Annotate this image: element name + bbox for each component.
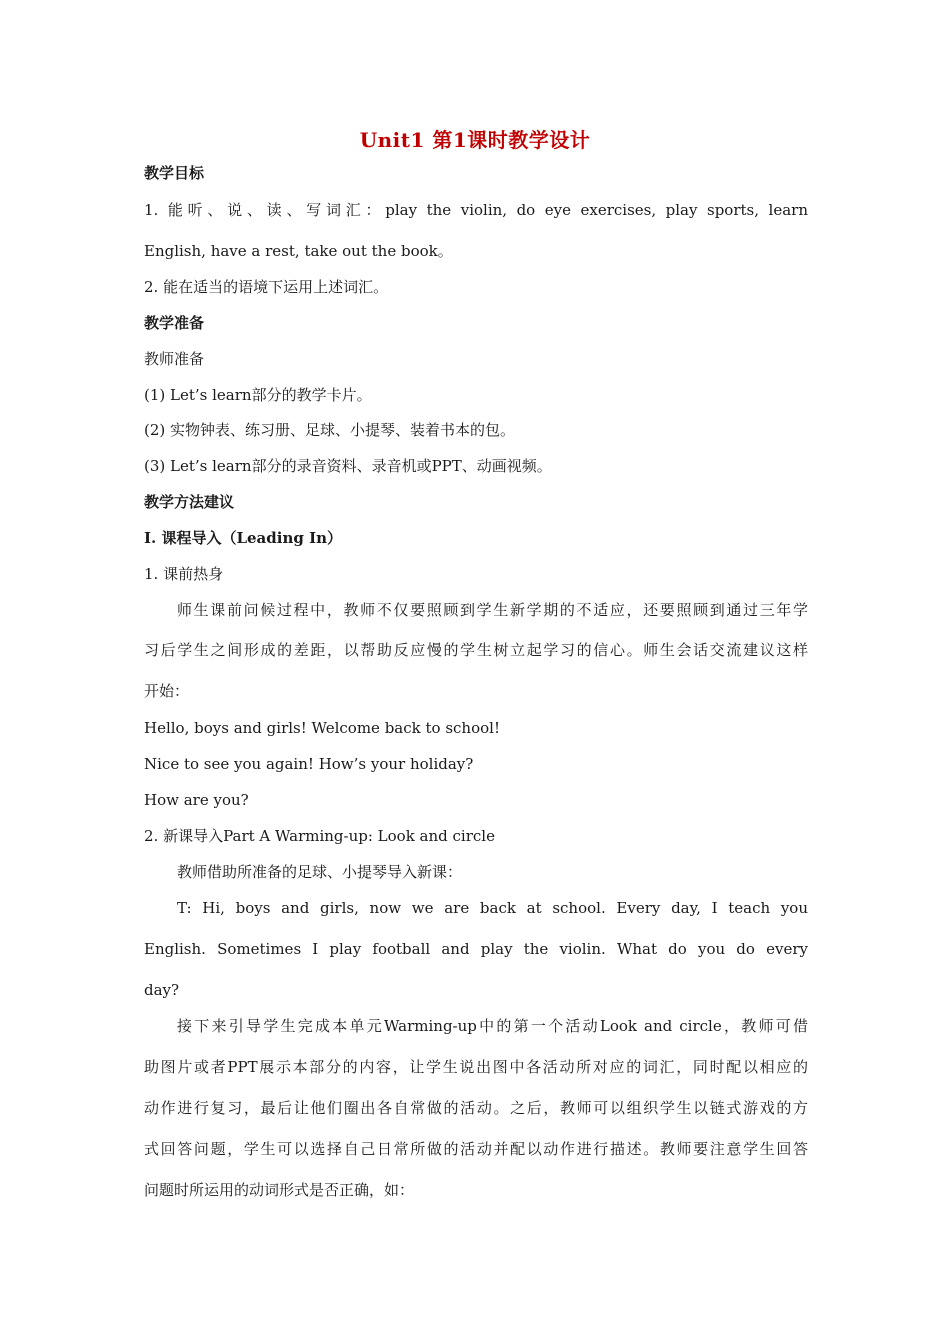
- prep-heading: 教学准备: [144, 314, 205, 332]
- para2: 教师借助所准备的足球、小提琴导入新课：: [177, 863, 463, 881]
- new-lesson-title: 2. 新课导入Part A Warming-up: Look and circle: [144, 827, 495, 845]
- para1-line-3: 开始：: [144, 682, 190, 700]
- greeting-3: How are you?: [144, 791, 249, 809]
- para3-line-3: 动作进行复习，最后让他们圈出各自常做的活动。之后，教师可以组织学生以链式游戏的方: [144, 1099, 808, 1117]
- goal-1-line-2: English, have a rest, take out the book。: [144, 242, 453, 260]
- warmup-title: 1. 课前热身: [144, 565, 224, 583]
- teacher-line-3: day?: [144, 981, 180, 999]
- teacher-line-2: English. Sometimes I play football and play the violin. What do you do every: [144, 940, 808, 958]
- document-title: Unit1 第1课时教学设计: [359, 128, 591, 152]
- greeting-2: Nice to see you again! How’s your holiday?: [144, 755, 474, 773]
- leading-in-heading: I. 课程导入（Leading In）: [144, 529, 342, 547]
- greeting-1: Hello, boys and girls! Welcome back to school!: [144, 719, 500, 737]
- para3-line-2: 助图片或者PPT展示本部分的内容，让学生说出图中各活动所对应的词汇，同时配以相应的: [144, 1058, 808, 1076]
- para1-line-1: 师生课前问候过程中，教师不仅要照顾到学生新学期的不适应，还要照顾到通过三年学: [177, 601, 808, 619]
- para1-line-2: 习后学生之间形成的差距，以帮助反应慢的学生树立起学习的信心。师生会话交流建议这样: [144, 641, 808, 659]
- para3-line-5: 问题时所运用的动词形式是否正确，如：: [144, 1181, 415, 1199]
- prep-item-3: (3) Let’s learn部分的录音资料、录音机或PPT、动画视频。: [144, 457, 552, 475]
- teacher-line-1: T: Hi, boys and girls, now we are back at school. Every day, I teach you: [177, 899, 808, 917]
- goal-2: 2. 能在适当的语境下运用上述词汇。: [144, 278, 389, 296]
- prep-item-1: (1) Let’s learn部分的教学卡片。: [144, 386, 372, 404]
- prep-teacher: 教师准备: [144, 350, 205, 368]
- prep-item-2: (2) 实物钟表、练习册、足球、小提琴、装着书本的包。: [144, 421, 516, 439]
- method-heading: 教学方法建议: [144, 493, 235, 511]
- para3-line-1: 接下来引导学生完成本单元Warming-up中的第一个活动Look and circle，教师可借: [177, 1017, 808, 1035]
- goals-heading: 教学目标: [144, 164, 205, 182]
- para3-line-4: 式回答问题，学生可以选择自己日常所做的活动并配以动作进行描述。教师要注意学生回答: [144, 1140, 808, 1158]
- goal-1-line-1: 1. 能听、说、读、写词汇：play the violin, do eye exercises, play sports, learn: [144, 201, 808, 219]
